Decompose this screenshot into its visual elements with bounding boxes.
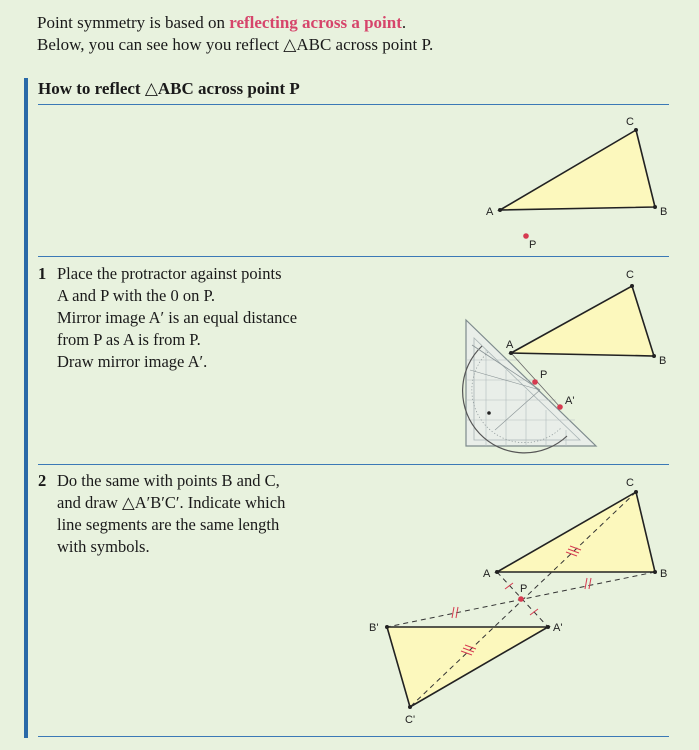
step-text: and draw △A′B′C′. Indicate which [57, 493, 286, 512]
vertex-c [634, 490, 638, 494]
step-text: A and P with the 0 on P. [57, 286, 215, 305]
vertex-c-prime [408, 705, 412, 709]
label-b: B [660, 206, 668, 218]
triangle-abc-step1 [511, 286, 654, 356]
intro-line-1-end: . [401, 13, 407, 32]
vertex-b [652, 354, 656, 358]
figure-protractor-step [463, 269, 667, 453]
step-text: with symbols. [57, 537, 150, 556]
step-number: 2 [38, 471, 47, 490]
label-b: B [660, 568, 668, 580]
step-number: 1 [38, 264, 47, 283]
label-a-prime: A' [565, 395, 575, 407]
point-p [532, 379, 538, 385]
label-a: A [486, 206, 494, 218]
step-text: Mirror image A′ is an equal distance [57, 308, 298, 327]
vertex-a [509, 351, 513, 355]
label-c: C [626, 116, 634, 128]
intro-line-2: Below, you can see how you reflect △ABC across point P. [37, 35, 434, 54]
triangle-abc [500, 130, 655, 210]
step-text: line segments are the same length [57, 515, 280, 534]
label-p: P [540, 369, 548, 381]
vertex-b-prime [385, 625, 389, 629]
vertex-c [634, 128, 638, 132]
vertex-c [630, 284, 634, 288]
vertex-a-prime [546, 625, 550, 629]
label-c: C [626, 269, 634, 281]
label-b-prime: B' [369, 622, 379, 634]
label-p: P [529, 239, 537, 251]
step-text: Place the protractor against points [57, 264, 282, 283]
step-text: Do the same with points B and C, [57, 471, 280, 490]
point-p [523, 233, 529, 239]
figure-original-triangle [486, 116, 667, 251]
vertex-b [653, 570, 657, 574]
vertex-b [653, 205, 657, 209]
intro-line-1-start: Point symmetry is based on [37, 13, 230, 32]
step-text: from P as A is from P. [57, 330, 201, 349]
figure-full-reflection [369, 477, 667, 726]
label-p: P [520, 583, 528, 595]
vertex-a [498, 208, 502, 212]
vertex-a [495, 570, 499, 574]
triangle-abc-step2 [497, 492, 655, 572]
highlight-term: reflecting across a point [229, 13, 402, 32]
point-p [518, 596, 524, 602]
label-c: C [626, 477, 634, 489]
point-a-prime [557, 404, 563, 410]
label-b: B [659, 355, 667, 367]
label-a-prime: A' [553, 622, 563, 634]
triangle-abc-prime [387, 627, 548, 707]
step-text: Draw mirror image A′. [57, 352, 208, 371]
label-c-prime: C' [405, 714, 416, 726]
label-a: A [506, 339, 514, 351]
section-title: How to reflect △ABC across point P [38, 79, 300, 98]
label-a: A [483, 568, 491, 580]
